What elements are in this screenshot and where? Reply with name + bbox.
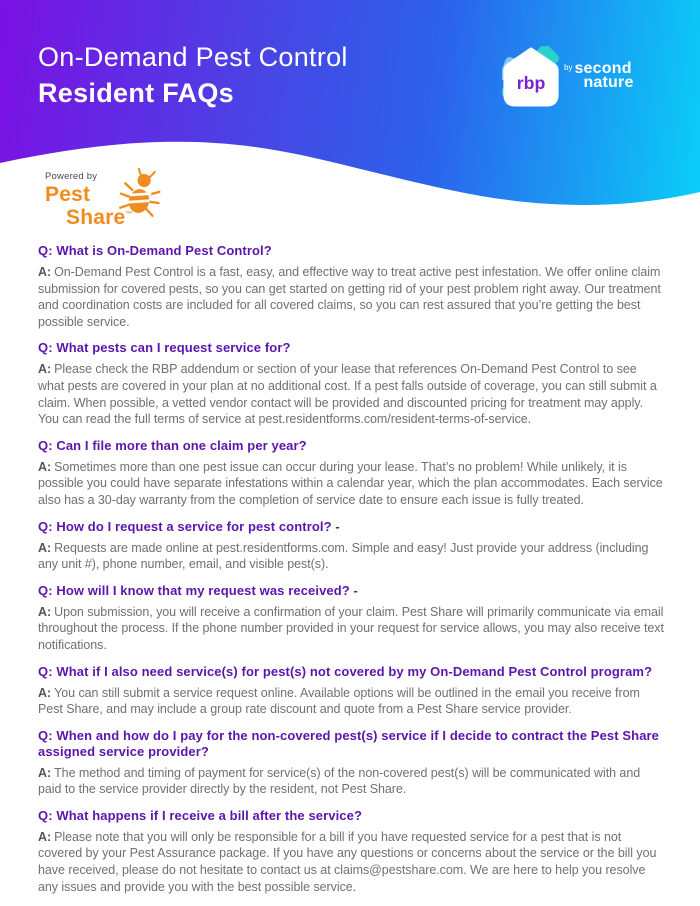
second-nature-logo (564, 62, 634, 90)
faq-item (38, 728, 664, 798)
faq-answer (38, 361, 664, 427)
faq-question: Q: When and how do I pay for the non-covered pest(s) service if I decide to contract the Pest Share assigned service provider? (38, 727, 660, 759)
faq-question: Q: What if I also need service(s) for pest(s) not covered by my On-Demand Pest Control program? (38, 663, 653, 679)
faq-question: Q: How will I know that my request was received? - (38, 582, 358, 598)
faq-answer (38, 604, 664, 654)
answer-prefix: A: (38, 362, 52, 377)
faq-question: Q: What is On-Demand Pest Control? (38, 243, 272, 258)
faq-answer (38, 685, 664, 718)
faq-answer (38, 540, 664, 573)
answer-prefix: A: (38, 265, 52, 279)
answer-text: Requests are made online at pest.residentforms.com. Simple and easy! Just provide your address (including any unit #), phone number, email, and visible pest(s). (38, 540, 649, 572)
second-nature-word1: second (574, 60, 632, 77)
trademark-symbol: ™ (125, 211, 133, 218)
bug-icon (118, 168, 164, 218)
answer-text: The method and timing of payment for service(s) of the non-covered pest(s) will be communicated with and paid to the service provider directly by the resident, not Pest Share. (38, 765, 641, 797)
answer-prefix: A: (38, 604, 52, 619)
faq-item (38, 243, 664, 330)
answer-text: Please note that you will only be responsible for a bill if you have requested service for a pest that is not covered by your Pest Assurance package. If you have any questions or concerns about the service or the bill you have received, please do not hesitate to contact us at claims@pestshare.com. We are here to help you resolve any issues and provide you with the best possible service. (38, 829, 657, 894)
faq-answer (38, 765, 664, 798)
faq-item (38, 808, 664, 895)
answer-text: You can still submit a service request online. Available options will be outlined in the email you receive from Pest Share, and may include a group rate discount and quote from a Pest Share service provider. (38, 685, 640, 717)
faq-item (38, 340, 664, 427)
faq-question: Q: How do I request a service for pest control? - (38, 518, 340, 534)
rbp-logo (502, 46, 560, 108)
faq-item (38, 438, 664, 509)
answer-prefix: A: (38, 540, 52, 555)
powered-by-label: Powered by (45, 171, 98, 182)
faq-item (38, 583, 664, 654)
faq-answer (38, 264, 664, 330)
answer-prefix: A: (38, 765, 52, 780)
by-label: by (564, 63, 573, 72)
faq-item (38, 664, 664, 718)
pest-share-word2: Share™ (66, 206, 133, 229)
pest-share-word1: Pest (45, 183, 91, 206)
faq-item (38, 519, 664, 573)
faq-question: Q: Can I file more than one claim per year? (38, 437, 307, 453)
answer-text: Sometimes more than one pest issue can occur during your lease. That’s no problem! While unlikely, it is possible you could have separate infestations within a calendar year, which the plan accommodates. Each service also has a 30-day warranty from the completion of service date to ensure each issue is fully treated. (38, 459, 663, 507)
document-title: On-Demand Pest Control (38, 42, 348, 72)
pest-share-logo (45, 171, 215, 228)
rbp-logo-text: rbp (516, 73, 546, 94)
faq-question: Q: What pests can I request service for? (38, 340, 291, 356)
answer-text: On-Demand Pest Control is a fast, easy, and effective way to treat active pest infestation. We offer online claim submission for covered pests, so you can get started on getting rid of your pest problem right away. Our treatment and coordination costs are included for all covered claims, so you can rest assured that you’re getting the best possible service. (38, 265, 661, 329)
rbp-house-icon (502, 46, 560, 108)
answer-prefix: A: (38, 685, 52, 700)
answer-prefix: A: (38, 459, 52, 474)
answer-prefix: A: (38, 829, 52, 844)
second-nature-word2: nature (583, 74, 634, 91)
answer-text: Upon submission, you will receive a confirmation of your claim. Pest Share will primarily communicate via email throughout the process. If the phone number provided in your request for service allows, you may also receive text notifications. (38, 604, 664, 652)
faq-list (38, 243, 664, 905)
document-subtitle: Resident FAQs (38, 78, 234, 108)
faq-question: Q: What happens if I receive a bill after the service? (38, 807, 363, 823)
answer-text: Please check the RBP addendum or section of your lease that references On-Demand Pest Control to see what pests are covered in your plan at no additional cost. If a pest falls outside of coverage, you can still submit a claim. When possible, a vetted vendor contact will be provided and discounted pricing for treatment may apply. You can read the full terms of service at pest.residentforms.com/resident-terms-of-service. (38, 362, 657, 427)
faq-answer (38, 459, 664, 509)
faq-answer (38, 829, 664, 895)
